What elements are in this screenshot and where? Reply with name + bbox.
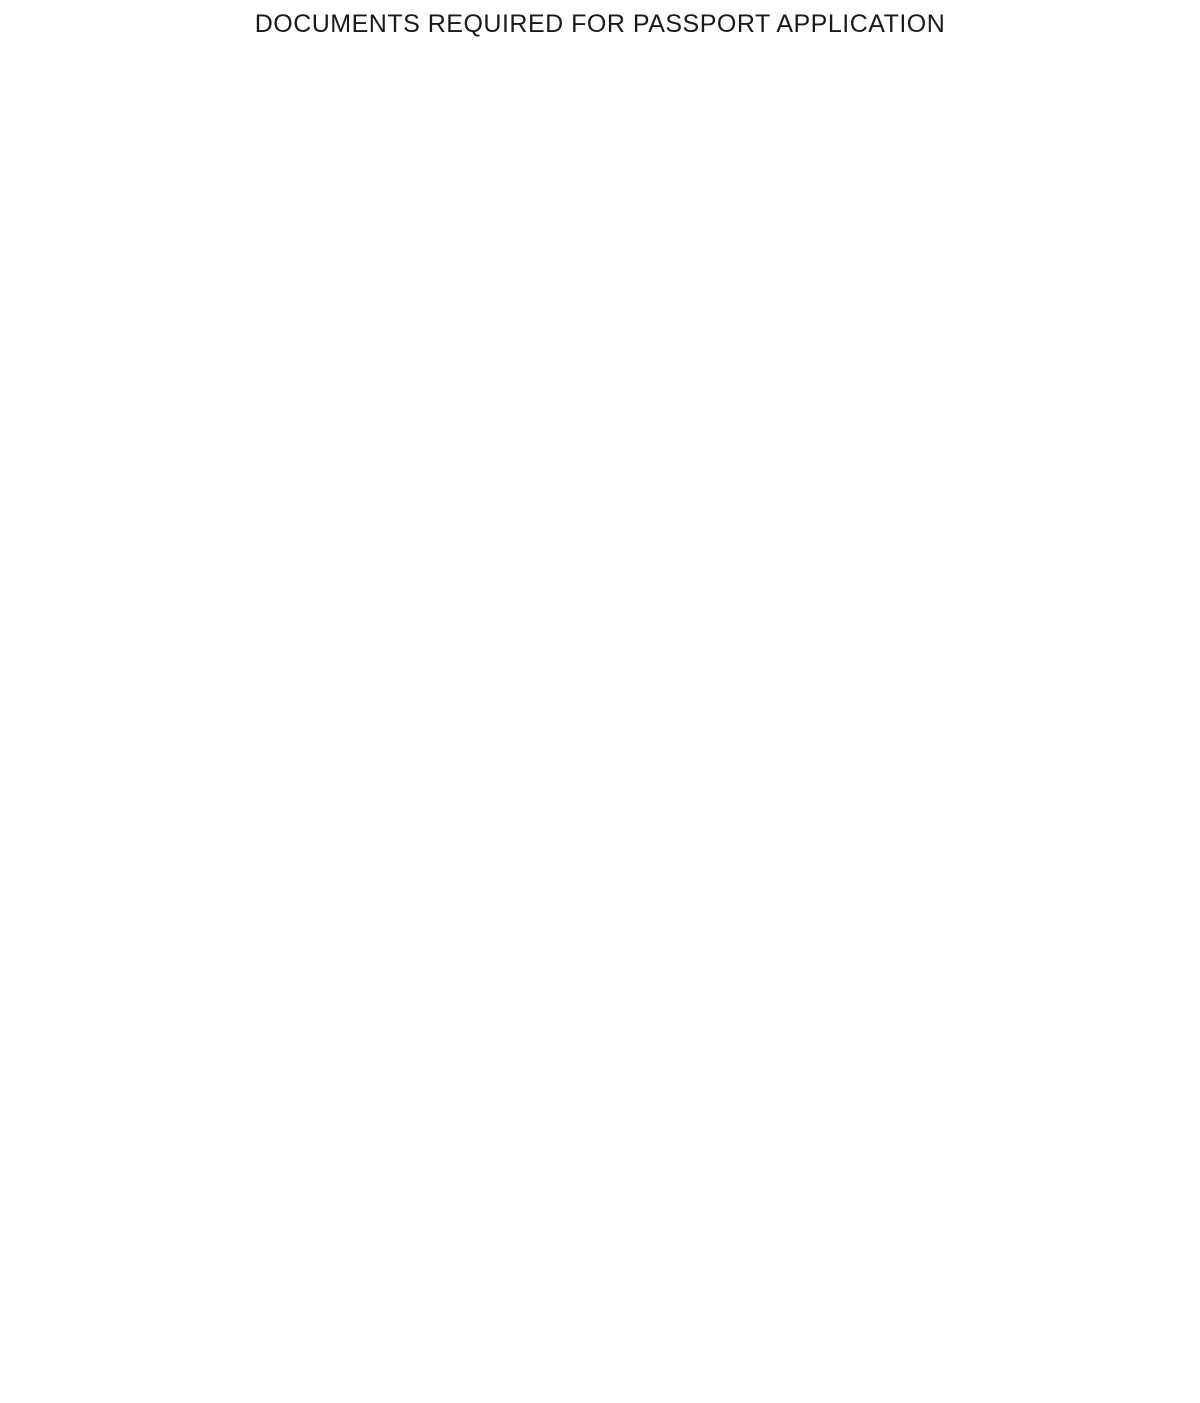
page-title: DOCUMENTS REQUIRED FOR PASSPORT APPLICATION — [254, 10, 946, 38]
